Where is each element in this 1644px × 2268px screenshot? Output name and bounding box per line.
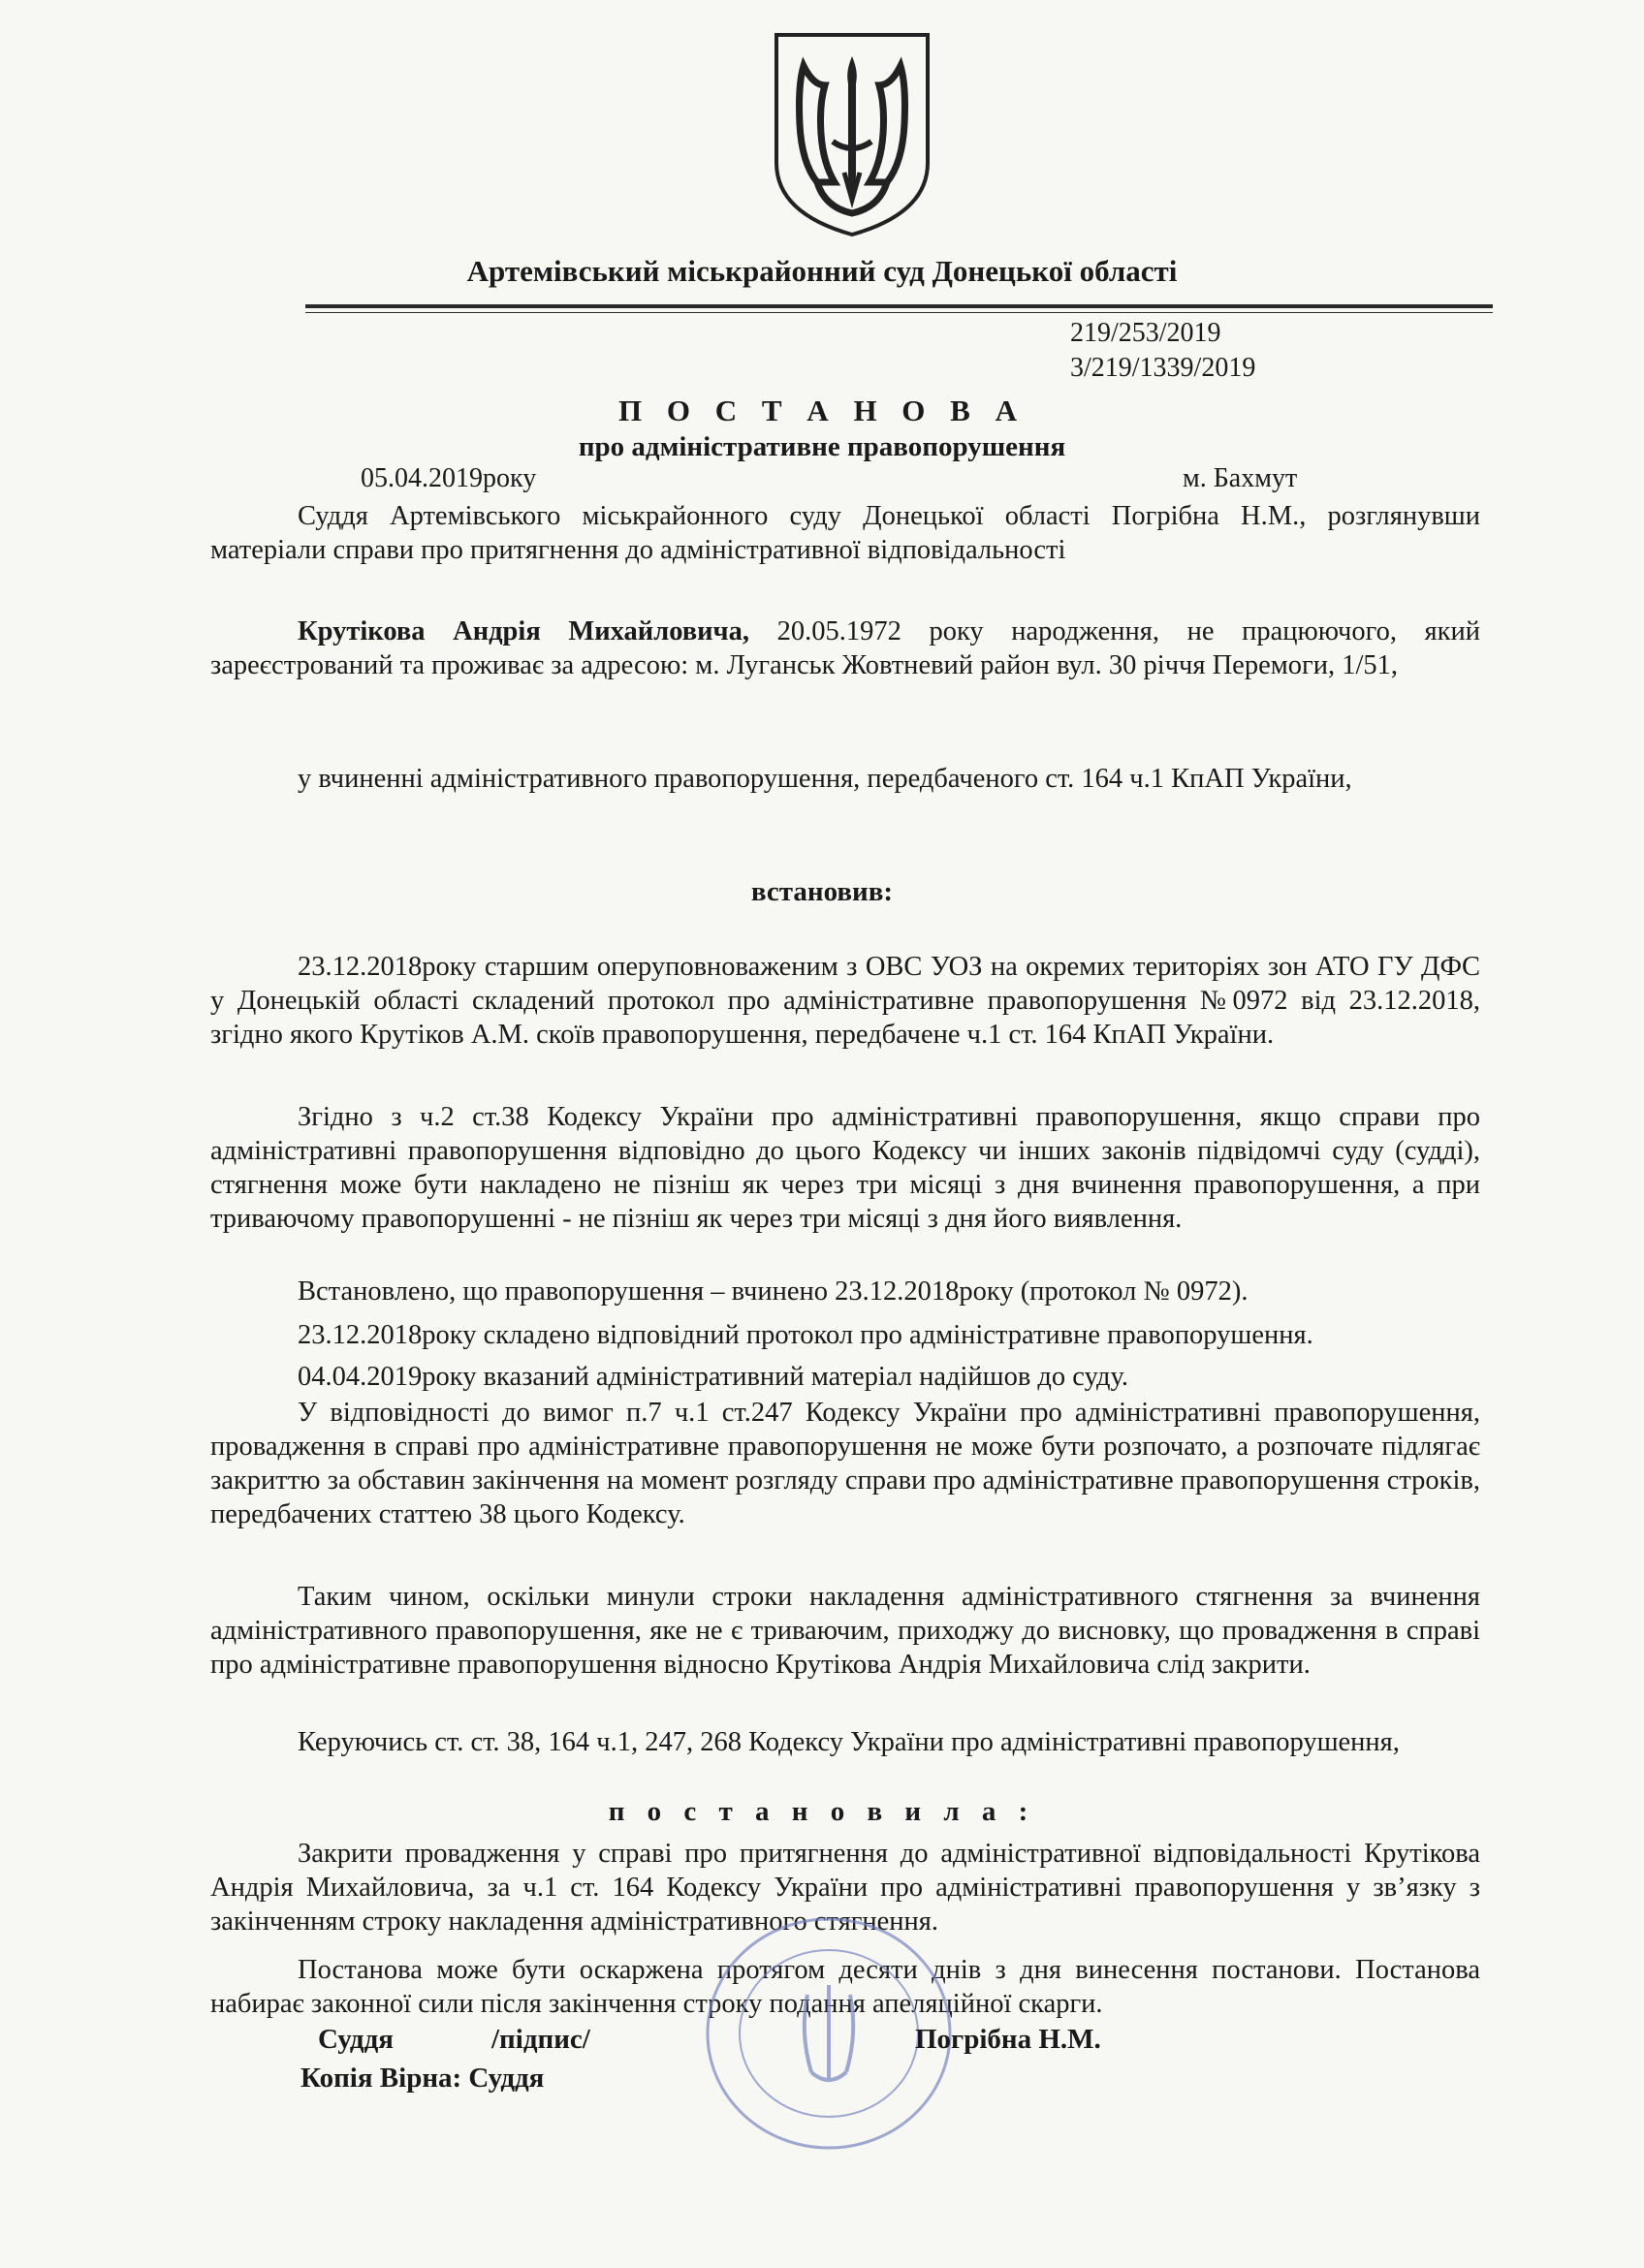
resolved-heading: п о с т а н о в и л а : xyxy=(608,1796,1036,1827)
paragraph-received: 04.04.2019року вказаний адміністративний матеріал надійшов до суду. xyxy=(298,1362,1129,1392)
document-date: 05.04.2019року xyxy=(361,463,537,493)
person-name: Крутікова Андрія Михайловича, xyxy=(298,616,749,646)
court-name: Артемівський міськрайонний суд Донецької області xyxy=(466,254,1178,288)
case-number-proceeding: 3/219/1339/2019 xyxy=(1070,353,1256,383)
paragraph-protocol: 23.12.2018року старшим оперуповноваженим з ОВС УОЗ на окремих територіях зон АТО ГУ ДФС у Донецькій області складений протокол про адміністративне правопорушення №0972 від 23.12.2018, згідно якого Крутіков А.М. скоїв правопорушення, передбачене ч.1 ст. 164 КпАП України. xyxy=(210,952,1480,1050)
paragraph-established: Встановлено, що правопорушення – вчинено 23.12.2018року (протокол № 0972). xyxy=(298,1276,1249,1307)
paragraph-resolution: Закрити провадження у справі про притягнення до адміністративної відповідальності Крутікова Андрія Михайловича, за ч.1 ст. 164 Кодексу України про адміністративні правопорушення у зв’язку з закінченням строку накладення адміністративного стягнення. xyxy=(210,1839,1480,1937)
judge-name: Погрібна Н.М. xyxy=(915,2024,1101,2055)
intro-paragraph: Суддя Артемівського міськрайонного суду Донецької області Погрібна Н.М., розглянувши матеріали справи про притягнення до адміністративної відповідальності xyxy=(210,501,1480,565)
paragraph-protocol-date: 23.12.2018року складено відповідний протокол про адміністративне правопорушення. xyxy=(298,1320,1313,1350)
document-title: П О С Т А Н О В А xyxy=(618,394,1026,427)
paragraph-appeal: Постанова може бути оскаржена протягом десяти днів з дня винесення постанови. Постанова набирає законної сили після закінчення строку подання апеляційної скарги. xyxy=(210,1955,1480,2019)
offense-paragraph: у вчиненні адміністративного правопорушення, передбаченого ст. 164 ч.1 КпАП України, xyxy=(298,764,1352,794)
header-rule xyxy=(305,304,1493,308)
signed-label: /підпис/ xyxy=(491,2024,590,2055)
paragraph-conclusion: Таким чином, оскільки минули строки накладення адміністративного стягнення за вчинення адміністративного правопорушення, яке не є триваючим, приходжу до висновку, що провадження в справі про адміністративне правопорушення відносно Крутікова Андрія Михайловича слід закрити. xyxy=(210,1582,1480,1680)
person-details: 20.05.1972 року народження, не працюючого, який зареєстрований та проживає за адресою: м. Луганськ Жовтневий район вул. 30 річчя Перемоги, 1/51, xyxy=(210,616,1481,680)
paragraph-guided-by: Керуючись ст. ст. 38, 164 ч.1, 247, 268 Кодексу України про адміністративні правопорушення, xyxy=(298,1727,1400,1757)
header-rule-thin xyxy=(305,312,1493,313)
judge-label: Суддя xyxy=(318,2024,394,2055)
copy-certified-label: Копія Вірна: Суддя xyxy=(300,2063,545,2094)
established-heading: встановив: xyxy=(750,876,894,907)
document-subtitle: про адміністративне правопорушення xyxy=(578,431,1066,462)
person-paragraph xyxy=(210,614,1480,682)
document-city: м. Бахмут xyxy=(1183,463,1298,493)
case-number-unique: 219/253/2019 xyxy=(1070,318,1221,348)
ukraine-coat-of-arms-icon xyxy=(765,27,939,240)
paragraph-article-38: Згідно з ч.2 ст.38 Кодексу України про адміністративні правопорушення, якщо справи про адміністративні правопорушення відповідно до цього Кодексу чи інших законів підвідомчі суду (судді), стягнення може бути накладено не пізніш як через три місяці з дня вчинення правопорушення, а при триваючому правопорушенні - не пізніш як через три місяці з дня його виявлення. xyxy=(210,1102,1480,1234)
paragraph-article-247: У відповідності до вимог п.7 ч.1 ст.247 Кодексу України про адміністративні правопорушення, провадження в справі про адміністративне правопорушення не може бути розпочато, а розпочате підлягає закриттю за обставин закінчення на момент розгляду справи про адміністративне правопорушення строків, передбачених статтею 38 цього Кодексу. xyxy=(210,1398,1480,1529)
